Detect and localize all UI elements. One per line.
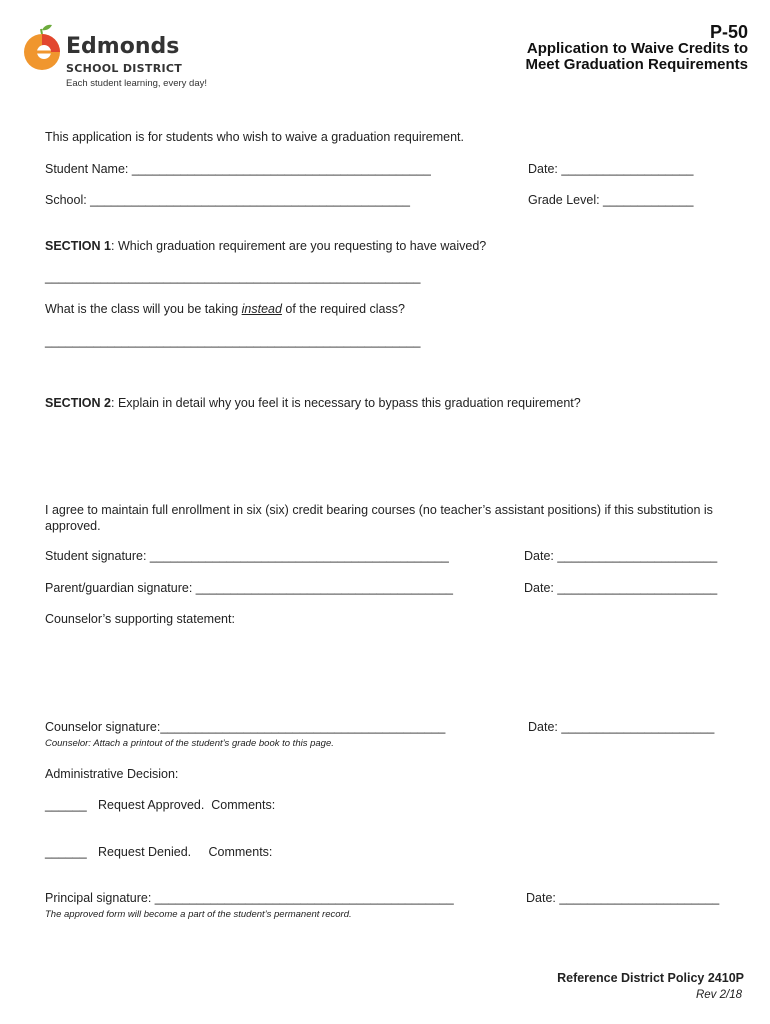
district-logo — [22, 24, 222, 94]
denied-blank[interactable]: ______ — [45, 845, 87, 859]
admin-decision-heading: Administrative Decision: — [45, 767, 179, 781]
section1-heading: SECTION 1 — [45, 239, 111, 253]
counselor-note: Counselor: Attach a printout of the student’s grade book to this page. — [45, 738, 334, 749]
counselor-signature-field[interactable]: Counselor signature:_________________________________________ — [45, 720, 446, 734]
instead-emphasis: instead — [241, 302, 282, 316]
denied-label: Request Denied. Comments: — [98, 845, 273, 859]
section2-prompt — [45, 396, 581, 410]
section1-answer-line[interactable]: ______________________________________________________ — [45, 270, 421, 284]
counselor-statement-label: Counselor’s supporting statement: — [45, 612, 235, 626]
student-name-field[interactable]: Student Name: ___________________________________________ — [45, 162, 431, 176]
logo-tagline: Each student learning, every day! — [66, 78, 208, 89]
form-title-line1: Application to Waive Credits to — [526, 40, 748, 57]
replacement-class-answer-line[interactable]: ______________________________________________________ — [45, 334, 421, 348]
section1-prompt — [45, 239, 486, 253]
permanent-record-note: The approved form will become a part of the student’s permanent record. — [45, 909, 352, 920]
principal-signature-date-field[interactable]: Date: _______________________ — [526, 891, 720, 905]
form-code: P-50 — [709, 22, 748, 42]
principal-signature-field[interactable]: Principal signature: ___________________________________________ — [45, 891, 454, 905]
approved-blank[interactable]: ______ — [45, 798, 87, 812]
agreement-line1: I agree to maintain full enrollment in six (six) credit bearing courses (no teacher’s assistant positions) if this substitution is — [45, 503, 713, 517]
school-field[interactable]: School: ______________________________________________ — [45, 193, 410, 207]
approved-label: Request Approved. Comments: — [98, 798, 276, 812]
section2-heading: SECTION 2 — [45, 396, 111, 410]
agreement-line2: approved. — [45, 519, 101, 533]
parent-signature-date-field[interactable]: Date: _______________________ — [524, 581, 718, 595]
policy-reference: Reference District Policy 2410P — [557, 971, 744, 985]
logo-name: Edmonds — [66, 34, 180, 59]
replacement-class-question: What is the class will you be taking instead of the required class? — [45, 302, 405, 316]
section1-question: : Which graduation requirement are you requesting to have waived? — [111, 239, 487, 253]
student-signature-field[interactable]: Student signature: ___________________________________________ — [45, 549, 449, 563]
section2-question: : Explain in detail why you feel it is necessary to bypass this graduation requirement? — [111, 396, 581, 410]
section2-answer-area[interactable] — [45, 416, 725, 496]
date-field[interactable]: Date: ___________________ — [528, 162, 694, 176]
form-title-line2: Meet Graduation Requirements — [525, 56, 748, 73]
counselor-statement-area[interactable] — [45, 630, 725, 710]
counselor-signature-date-field[interactable]: Date: ______________________ — [528, 720, 715, 734]
intro-text: This application is for students who wish to waive a graduation requirement. — [45, 130, 464, 144]
apple-logo-icon — [22, 24, 62, 76]
student-signature-date-field[interactable]: Date: _______________________ — [524, 549, 718, 563]
grade-level-field[interactable]: Grade Level: _____________ — [528, 193, 694, 207]
logo-district: SCHOOL DISTRICT — [66, 62, 183, 75]
revision-date: Rev 2/18 — [695, 989, 742, 1001]
parent-signature-field[interactable]: Parent/guardian signature: _____________________________________ — [45, 581, 454, 595]
